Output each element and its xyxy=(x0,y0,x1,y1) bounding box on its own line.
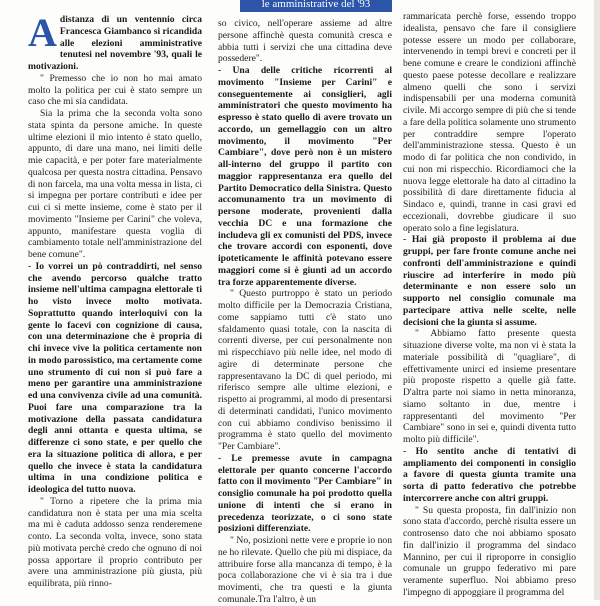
article-banner xyxy=(240,0,392,12)
answer-paragraph: so civico, nell'operare assieme ad altre persone affinchè questa comunità cresca e abbia tutti i servizi che una cittadina deve possedere". xyxy=(218,18,392,65)
drop-cap: A xyxy=(28,10,57,55)
column-3 xyxy=(403,11,576,599)
answer-paragraph: " Su questa proposta, fin dall'inizio non sono stata d'accordo, perchè risulta essere un controsenso dato che noi abbiamo sposato fin dall'inizio il programma del sindaco Mannino, per cui il riproporre in consiglio comunale un gruppo federativo mi pare veramente superfluo. Noi abbiamo preso l'impegno di appoggiare il programma del xyxy=(403,504,576,598)
column-2 xyxy=(218,18,392,606)
answer-paragraph: " Abbiamo fatto presente questa situazione diverse volte, ma non vi è stata la materiale possibilità di "quagliare", di effettivamente unirci ed insieme presentare più proposte rispetto a quelle già fatte. D'altra parte noi siamo in netta minoranza, siamo soltanto in due, mentre i rappresentanti del movimento "Per Cambiare" sono in sei e, quindi diventa tutto molto più difficile". xyxy=(403,328,576,445)
answer-paragraph: " No, posizioni nette vere e proprie io non ne ho rilevate. Quello che più mi dispiace, da attribuire forse alla mancanza di tempo, è la poca collaborazione che vi è sia tra i due movimenti, che tra questi e la giunta comunale.Tra l'altro, è un xyxy=(218,535,392,605)
answer-paragraph: " Torno a ripetere che la prima mia candidatura non è stata per una mia scelta ma mi è caduta addosso senza renderemene conto. La seconda volta, invece, sono stata più motivata perchè credo che ognuno di noi possa apportare il proprio contributo per avere una amministrazione più giusta, più equilibrata, più rinno- xyxy=(28,495,202,589)
intro-paragraph xyxy=(28,10,202,73)
answer-paragraph: " Premesso che io non ho mai amato molto la politica per cui è stato sempre un caso che mi sia candidata. xyxy=(28,72,202,108)
question-paragraph: - Le premesse avute in campagna elettorale per quanto concerne l'accordo fatto con il movimento "Per Cambiare" in consiglio comunale ha poi prodotto quella unione di intenti che si erano in precedenza teorizzate, o ci sono state posizioni differenziate. xyxy=(218,452,392,535)
question-paragraph: - Ho sentito anche di tentativi di ampliamento dei componenti in consiglio a favore di questa giunta tramite una sorta di patto federativo che potrebbe intercorrere anche con altri gruppi. xyxy=(403,445,576,504)
answer-paragraph: Sia la prima che la seconda volta sono stata spinta da persone amiche. In queste ultime elezioni il mio intento è stato quello, appunto, di dare una mano, nei limiti delle mie capacità, e per poter fare materialmente qualcosa per questa nostra cittadina. Pensavo di non farcela, ma una volta messa in lista, ci si impegna per portare contributi e idee per cui ci si mette insieme, come è stato per il movimento "Insieme per Carini" che voleva, appunto, manifestare questa voglia di cambiamento totale nell'amministrazione del bene comune". xyxy=(28,108,202,260)
column-1 xyxy=(28,10,202,590)
question-paragraph: - Hai già proposto il problema ai due gruppi, per fare fronte comune anche nei confronti dell'amministrazione e quindi riuscire ad interferire in modo più determinante e non essere solo un supporto nel consiglio comunale ma partecipare attiva nelle scelte, nelle decisioni che la giunta si assume. xyxy=(403,234,576,328)
page-edge xyxy=(594,0,600,600)
question-paragraph: - Una delle critiche ricorrenti al movimento "Insieme per Carini" e conseguentemente ai consiglieri, agli amministratori che questo movimento ha espresso è stato quello di avere trovato un accordo, un gemellaggio con un altro movimento, il movimento "Per Cambiare", dove però non è un mistero all-interno del gruppo il partito con maggior rappresentanza era quello del Partito Democratico della Sinistra. Questo accomunamento tra un movimento di persone moderate, provenienti dalla vecchia DC e una formazione che includeva gli ex comunisti del PDS, invece che trovare accordi con esponenti, dove ipoteticamente le affinità potevano essere maggiori come si è giunti ad un accordo tra forze apparentemente diverse. xyxy=(218,65,392,288)
question-paragraph: - Io vorrei un pò contraddirti, nel senso che avendo percorso qualche tratto insieme nell'ultima campagna elettorale ti ho visto invece molto motivata. Soprattutto quando interloquivi con la gente lo facevi con cognizione di causa, con una determinazione che è propria di chi invece vive la politica certamente non in modo parossistico, ma certamente come uno strumento di cui non si può fare a meno per garantire una amministrazione ed una convivenza civile ad una comunità. Puoi fare una comparazione tra la motivazione della passata candidatura degli anni ottanta e questa ultima, se differenze ci sono state, e per quello che era la situazione politica di allora, e per quello che invece è stata la candidatura ultima in una condizione politica e ideologica del tutto nuova. xyxy=(28,260,202,495)
banner-title: le amministrative del '93 xyxy=(261,0,371,10)
answer-paragraph: " Questo purtroppo è stato un periodo molto difficile per la Democrazia Cristiana, come sappiamo tutti c'è stato uno sfaldamento quasi totale, con la nascita di correnti diverse, per cui personalmente non mi rispecchiavo più nelle idee, nel modo di agire di determinate persone che rappresentavano la DC di quel periodo, mi riferisco sempre alle ultime elezioni, e rispetto ai programmi, al modo di presentarsi di determinati candidati, l'unico movimento con cui abbiamo condiviso benissimo il programma è stato quello del movimento "Per Cambiare". xyxy=(218,288,392,452)
answer-paragraph: rammaricata perchè forse, essendo troppo idealista, pensavo che fare il consigliere potesse essere un modo per collaborare, intervenendo in tempi brevi e concreti per il bene comune e creare le condizioni affinchè questo paese potesse decollare e realizzare almeno quelli che sono i servizi indispensabili per una moderna comunità civile. Mi accorgo sempre di più che si tende a fare della politica solamente uno strumento per contraddire sempre l'operato dell'amministrazione stessa. Questo è un modo di far politica che non condivido, in cui non mi rispecchio. Ricordiamoci che la nuova legge elettorale ha dato al cittadino la possibilità di dare direttamente fiducia al Sindaco e, quindi, tranne in casi gravi ed eccezionali, dovrebbe giudicare il suo operato solo a fine legislatura. xyxy=(403,11,576,234)
intro-text: distanza di un ventennio circa Francesca Giambanco si ricandida alle elezioni amministrative tenutesi nel novembre '93, quali le motivazioni. xyxy=(28,14,202,72)
